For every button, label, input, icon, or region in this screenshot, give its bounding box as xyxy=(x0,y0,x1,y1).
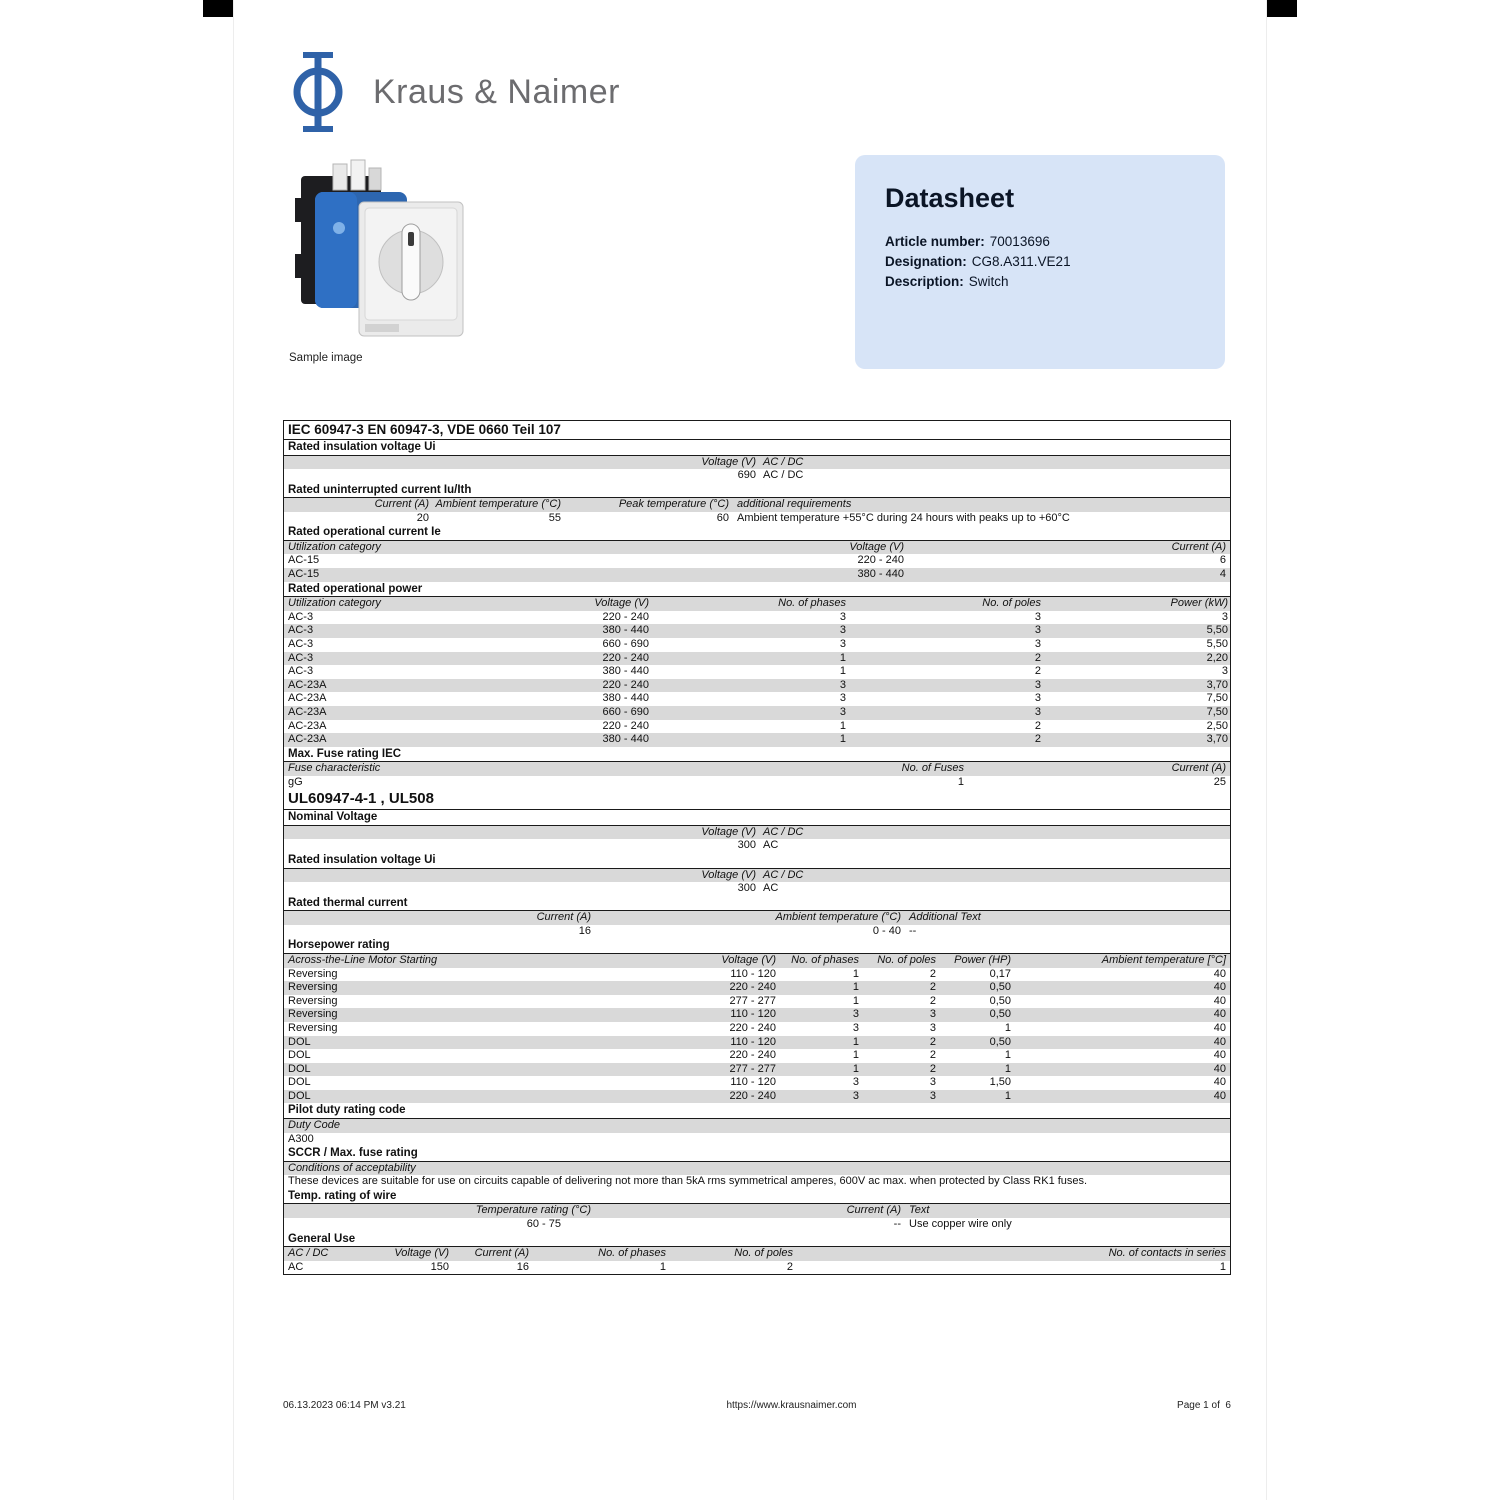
cell-phases: 3 xyxy=(839,678,846,691)
col-label: Fuse characteristic xyxy=(288,762,381,775)
column-labels-row xyxy=(284,762,1230,776)
cell-voltage: 220 - 240 xyxy=(602,719,649,732)
column-labels-row xyxy=(284,869,1230,883)
page-corner-mark xyxy=(1267,0,1297,17)
cell-ambient: 40 xyxy=(1213,1008,1226,1021)
cell-poles: 2 xyxy=(1034,651,1041,664)
table-row xyxy=(284,611,1230,625)
cell-voltage: 380 - 440 xyxy=(602,733,649,746)
cell: gG xyxy=(288,775,303,788)
col-label: Voltage (V) xyxy=(394,1247,449,1260)
cell-ambient: 40 xyxy=(1213,1062,1226,1075)
cell-category: AC-3 xyxy=(288,624,314,637)
section-heading-operational-power: Rated operational power xyxy=(284,582,1230,598)
column-labels-row xyxy=(284,1204,1230,1218)
cell-power: 3,70 xyxy=(1206,678,1228,691)
cell: Use copper wire only xyxy=(909,1217,1012,1230)
cell-phases: 3 xyxy=(852,1076,859,1089)
col-label: No. of phases xyxy=(791,953,859,966)
column-labels-row xyxy=(284,1247,1230,1261)
cell-ambient: 40 xyxy=(1213,1049,1226,1062)
cell-power: 1,50 xyxy=(989,1076,1011,1089)
cell-voltage: 660 - 690 xyxy=(602,705,649,718)
cell: 150 xyxy=(430,1260,449,1273)
column-labels-row xyxy=(284,541,1230,555)
cell-category: AC-3 xyxy=(288,610,314,623)
cell: 25 xyxy=(1213,775,1226,788)
cell-power: 3 xyxy=(1221,665,1228,678)
cell-poles: 2 xyxy=(929,1049,936,1062)
cell: AC / DC xyxy=(763,469,804,482)
col-label: Ambient temperature [°C] xyxy=(1101,953,1226,966)
cell-power: 1 xyxy=(1004,1062,1011,1075)
cell-phases: 3 xyxy=(839,705,846,718)
col-label: Voltage (V) xyxy=(721,953,776,966)
datasheet-field xyxy=(885,252,1195,272)
section-heading-nominal-voltage: Nominal Voltage xyxy=(284,810,1230,826)
col-label: Utilization category xyxy=(288,597,381,610)
horsepower-rows xyxy=(284,968,1230,1104)
cell-power: 0,17 xyxy=(989,967,1011,980)
cell-ambient: 40 xyxy=(1213,1021,1226,1034)
values-row xyxy=(284,469,1230,483)
cell-ambient: 40 xyxy=(1213,981,1226,994)
column-labels-row: Duty Code xyxy=(284,1119,1230,1133)
column-labels-row xyxy=(284,911,1230,925)
cell-voltage: 277 - 277 xyxy=(729,1062,776,1075)
cell-category: AC-3 xyxy=(288,651,314,664)
cell-starting: DOL xyxy=(288,1049,311,1062)
cell: 16 xyxy=(578,924,591,937)
cell-category: AC-23A xyxy=(288,678,327,691)
col-label: No. of phases xyxy=(778,597,846,610)
cell-poles: 3 xyxy=(1034,610,1041,623)
cell-phases: 1 xyxy=(852,1062,859,1075)
cell-phases: 3 xyxy=(852,1021,859,1034)
table-row xyxy=(284,638,1230,652)
col-label: Voltage (V) xyxy=(849,540,904,553)
table-row xyxy=(284,652,1230,666)
section-heading-pilot: Pilot duty rating code xyxy=(284,1103,1230,1119)
cell-power: 5,50 xyxy=(1206,624,1228,637)
values-row xyxy=(284,1261,1230,1275)
cell-phases: 1 xyxy=(839,665,846,678)
section-heading-operational-current: Rated operational current Ie xyxy=(284,525,1230,541)
footer-url[interactable]: https://www.krausnaimer.com xyxy=(726,1400,857,1411)
cell-poles: 2 xyxy=(1034,719,1041,732)
field-value: CG8.A311.VE21 xyxy=(971,254,1071,269)
table-row xyxy=(284,568,1230,582)
cell-starting: DOL xyxy=(288,1076,311,1089)
page-corner-mark xyxy=(203,0,233,17)
column-labels-row xyxy=(284,954,1230,968)
values-row xyxy=(284,776,1230,790)
cell: AC xyxy=(763,839,779,852)
cell-poles: 3 xyxy=(1034,637,1041,650)
cell-phases: 1 xyxy=(852,1035,859,1048)
cell-phases: 3 xyxy=(839,610,846,623)
cell-starting: Reversing xyxy=(288,1021,338,1034)
cell-ambient: 40 xyxy=(1213,1089,1226,1102)
cell-power: 0,50 xyxy=(989,1035,1011,1048)
cell: Ambient temperature +55°C during 24 hours with peaks up to +60°C xyxy=(737,511,1070,524)
datasheet-panel xyxy=(855,155,1225,369)
cell-phases: 1 xyxy=(852,994,859,1007)
col-label: Current (A) xyxy=(1171,540,1226,553)
cell-ambient: 40 xyxy=(1213,994,1226,1007)
cell-power: 1 xyxy=(1004,1089,1011,1102)
cell-voltage: 380 - 440 xyxy=(602,665,649,678)
cell-phases: 1 xyxy=(839,733,846,746)
table-row xyxy=(284,554,1230,568)
cell: AC xyxy=(763,882,779,895)
product-image xyxy=(293,158,473,355)
footer-page-number: Page 1 of 6 xyxy=(1177,1400,1231,1411)
cell-current: 4 xyxy=(1219,568,1226,581)
cell-power: 0,50 xyxy=(989,981,1011,994)
col-label: Voltage (V) xyxy=(701,825,756,838)
col-label: Utilization category xyxy=(288,540,381,553)
cell: 1 xyxy=(659,1260,666,1273)
cell: 300 xyxy=(737,882,756,895)
datasheet-field xyxy=(885,272,1195,292)
values-row xyxy=(284,882,1230,896)
table-row xyxy=(284,995,1230,1009)
table-row xyxy=(284,665,1230,679)
cell-starting: Reversing xyxy=(288,967,338,980)
cell-poles: 2 xyxy=(929,1062,936,1075)
iec-title-row: IEC 60947-3 EN 60947-3, VDE 0660 Teil 107 xyxy=(284,421,1230,440)
column-labels-row xyxy=(284,498,1230,512)
switch-product-icon xyxy=(293,158,473,350)
cell-voltage: 220 - 240 xyxy=(729,1049,776,1062)
sample-image-caption: Sample image xyxy=(289,352,363,364)
cell: 690 xyxy=(737,469,756,482)
table-row xyxy=(284,981,1230,995)
cell-voltage: 110 - 120 xyxy=(730,1008,776,1021)
cell-poles: 2 xyxy=(929,981,936,994)
values-row xyxy=(284,1218,1230,1232)
field-value: Switch xyxy=(968,274,1009,289)
values-row: These devices are suitable for use on circuits capable of delivering not more than 5kA rms symmetrical amperes, 600V ac max. when protected by Class RK1 fuses. xyxy=(288,1175,1088,1188)
cell-voltage: 380 - 440 xyxy=(602,624,649,637)
cell-phases: 1 xyxy=(852,967,859,980)
footer-date: 06.13.2023 06:14 PM v3.21 xyxy=(283,1400,406,1411)
table-row xyxy=(284,1076,1230,1090)
col-label: Power (kW) xyxy=(1170,597,1228,610)
cell: 60 xyxy=(716,511,729,524)
col-label: additional requirements xyxy=(737,498,852,511)
table-row xyxy=(284,692,1230,706)
cell-voltage: 660 - 690 xyxy=(602,637,649,650)
cell-phases: 3 xyxy=(839,624,846,637)
field-label: Description: xyxy=(885,274,964,289)
col-label: Ambient temperature (°C) xyxy=(775,911,901,924)
cell-current: 6 xyxy=(1219,554,1226,567)
cell-poles: 3 xyxy=(929,1008,936,1021)
brand-header xyxy=(287,50,620,134)
cell: AC xyxy=(288,1260,304,1273)
cell-poles: 2 xyxy=(929,994,936,1007)
section-heading-fuse: Max. Fuse rating IEC xyxy=(284,747,1230,763)
cell-power: 1 xyxy=(1004,1021,1011,1034)
cell-category: AC-23A xyxy=(288,705,327,718)
cell-category: AC-23A xyxy=(288,733,327,746)
cell-voltage: 380 - 440 xyxy=(602,692,649,705)
cell-power: 7,50 xyxy=(1206,692,1228,705)
cell-poles: 3 xyxy=(929,1021,936,1034)
table-row xyxy=(284,706,1230,720)
table-row xyxy=(284,679,1230,693)
operational-power-rows xyxy=(284,611,1230,747)
col-label: AC / DC xyxy=(763,868,804,881)
cell-poles: 2 xyxy=(929,967,936,980)
cell-power: 3,70 xyxy=(1206,733,1228,746)
table-row xyxy=(284,1090,1230,1104)
cell-power: 1 xyxy=(1004,1049,1011,1062)
col-label: Voltage (V) xyxy=(701,455,756,468)
datasheet-title: Datasheet xyxy=(885,183,1015,213)
section-heading-insulation: Rated insulation voltage Ui xyxy=(284,440,1230,456)
cell-poles: 3 xyxy=(1034,624,1041,637)
cell-power: 0,50 xyxy=(989,1008,1011,1021)
table-row xyxy=(284,720,1230,734)
col-label: Across-the-Line Motor Starting xyxy=(288,953,438,966)
cell-poles: 3 xyxy=(929,1089,936,1102)
cell-poles: 3 xyxy=(1034,678,1041,691)
cell: 1 xyxy=(957,775,964,788)
ul-title-row: UL60947-4-1 , UL508 xyxy=(284,789,1230,810)
col-label: Current (A) xyxy=(536,911,591,924)
col-label: Temperature rating (°C) xyxy=(475,1204,591,1217)
cell-category: AC-3 xyxy=(288,665,314,678)
col-label: Current (A) xyxy=(374,498,429,511)
cell-category: AC-15 xyxy=(288,568,320,581)
cell-phases: 3 xyxy=(852,1008,859,1021)
values-row xyxy=(284,925,1230,939)
section-heading-ul-insulation: Rated insulation voltage Ui xyxy=(284,853,1230,869)
cell-voltage: 110 - 120 xyxy=(730,1076,776,1089)
table-row xyxy=(284,1008,1230,1022)
cell-power: 3 xyxy=(1221,610,1228,623)
values-row: A300 xyxy=(288,1132,314,1145)
table-row xyxy=(284,968,1230,982)
cell: -- xyxy=(893,1217,901,1230)
col-label: AC / DC xyxy=(763,825,804,838)
cell-voltage: 110 - 120 xyxy=(730,967,776,980)
field-value: 70013696 xyxy=(989,234,1050,249)
col-label: Current (A) xyxy=(474,1247,529,1260)
table-row xyxy=(284,733,1230,747)
col-label: Current (A) xyxy=(846,1204,901,1217)
cell-voltage: 220 - 240 xyxy=(602,678,649,691)
datasheet-fields xyxy=(885,232,1195,292)
section-heading-uninterrupted: Rated uninterrupted current Iu/Ith xyxy=(284,483,1230,499)
cell-category: AC-15 xyxy=(288,554,320,567)
cell-starting: DOL xyxy=(288,1062,311,1075)
values-row xyxy=(284,512,1230,526)
cell-poles: 2 xyxy=(929,1035,936,1048)
page-footer xyxy=(283,1400,1231,1411)
field-label: Article number: xyxy=(885,234,985,249)
cell-poles: 3 xyxy=(929,1076,936,1089)
cell-starting: Reversing xyxy=(288,994,338,1007)
col-label: No. of poles xyxy=(877,953,936,966)
cell-starting: Reversing xyxy=(288,981,338,994)
col-label: AC / DC xyxy=(288,1247,329,1260)
brand-logo-icon xyxy=(287,50,349,134)
cell-power: 0,50 xyxy=(989,994,1011,1007)
cell-category: AC-23A xyxy=(288,692,327,705)
cell: 1 xyxy=(1219,1260,1226,1273)
col-label: No. of poles xyxy=(734,1247,793,1260)
section-heading-sccr: SCCR / Max. fuse rating xyxy=(284,1146,1230,1162)
cell-ambient: 40 xyxy=(1213,1076,1226,1089)
column-labels-row xyxy=(284,826,1230,840)
col-label: No. of contacts in series xyxy=(1108,1247,1226,1260)
column-labels-row xyxy=(284,597,1230,611)
col-label: Current (A) xyxy=(1171,762,1226,775)
cell-poles: 3 xyxy=(1034,705,1041,718)
cell-power: 2,20 xyxy=(1206,651,1228,664)
section-heading-horsepower: Horsepower rating xyxy=(284,938,1230,954)
cell-category: AC-23A xyxy=(288,719,327,732)
column-labels-row xyxy=(284,456,1230,470)
cell-phases: 3 xyxy=(852,1089,859,1102)
table-row xyxy=(284,1063,1230,1077)
cell: 60 - 75 xyxy=(526,1217,561,1230)
cell-voltage: 380 - 440 xyxy=(857,568,904,581)
cell-voltage: 220 - 240 xyxy=(857,554,904,567)
cell-power: 7,50 xyxy=(1206,705,1228,718)
cell-ambient: 40 xyxy=(1213,967,1226,980)
cell: 16 xyxy=(516,1260,529,1273)
col-label: AC / DC xyxy=(763,455,804,468)
cell-voltage: 277 - 277 xyxy=(729,994,776,1007)
col-label: No. of poles xyxy=(982,597,1041,610)
cell-category: AC-3 xyxy=(288,637,314,650)
section-heading-thermal: Rated thermal current xyxy=(284,896,1230,912)
cell-phases: 3 xyxy=(839,692,846,705)
datasheet-field xyxy=(885,232,1195,252)
cell-voltage: 220 - 240 xyxy=(602,651,649,664)
cell-poles: 2 xyxy=(1034,665,1041,678)
cell: 0 - 40 xyxy=(872,924,901,937)
table-row xyxy=(284,624,1230,638)
cell: 300 xyxy=(737,839,756,852)
col-label: Voltage (V) xyxy=(701,868,756,881)
cell-phases: 1 xyxy=(852,1049,859,1062)
values-row xyxy=(284,839,1230,853)
cell-voltage: 220 - 240 xyxy=(729,1089,776,1102)
cell-starting: Reversing xyxy=(288,1008,338,1021)
cell-starting: DOL xyxy=(288,1089,311,1102)
col-label: Additional Text xyxy=(909,911,981,924)
cell: 2 xyxy=(786,1260,793,1273)
operational-current-rows xyxy=(284,554,1230,581)
cell-voltage: 220 - 240 xyxy=(729,981,776,994)
cell-starting: DOL xyxy=(288,1035,311,1048)
section-heading-general-use: General Use xyxy=(284,1232,1230,1248)
table-row xyxy=(284,1049,1230,1063)
col-label: Voltage (V) xyxy=(594,597,649,610)
cell-voltage: 110 - 120 xyxy=(730,1035,776,1048)
brand-name: Kraus & Naimer xyxy=(373,72,620,111)
cell-poles: 2 xyxy=(1034,733,1041,746)
field-label: Designation: xyxy=(885,254,967,269)
cell-poles: 3 xyxy=(1034,692,1041,705)
col-label: Peak temperature (°C) xyxy=(618,498,729,511)
col-label: Text xyxy=(909,1204,930,1217)
section-heading-wire: Temp. rating of wire xyxy=(284,1189,1230,1205)
cell-phases: 1 xyxy=(852,981,859,994)
col-label: No. of Fuses xyxy=(901,762,964,775)
col-label: Ambient temperature (°C) xyxy=(435,498,561,511)
cell-phases: 1 xyxy=(839,651,846,664)
cell-voltage: 220 - 240 xyxy=(729,1021,776,1034)
cell-power: 5,50 xyxy=(1206,637,1228,650)
cell: 20 xyxy=(416,511,429,524)
cell-voltage: 220 - 240 xyxy=(602,610,649,623)
cell: -- xyxy=(909,924,917,937)
column-labels-row: Conditions of acceptability xyxy=(284,1162,1230,1176)
spec-table xyxy=(283,420,1231,1275)
cell-phases: 1 xyxy=(839,719,846,732)
table-row xyxy=(284,1036,1230,1050)
col-label: Power (HP) xyxy=(954,953,1011,966)
table-row xyxy=(284,1022,1230,1036)
col-label: No. of phases xyxy=(598,1247,666,1260)
cell-power: 2,50 xyxy=(1206,719,1228,732)
cell-ambient: 40 xyxy=(1213,1035,1226,1048)
cell: 55 xyxy=(548,511,561,524)
cell-phases: 3 xyxy=(839,637,846,650)
